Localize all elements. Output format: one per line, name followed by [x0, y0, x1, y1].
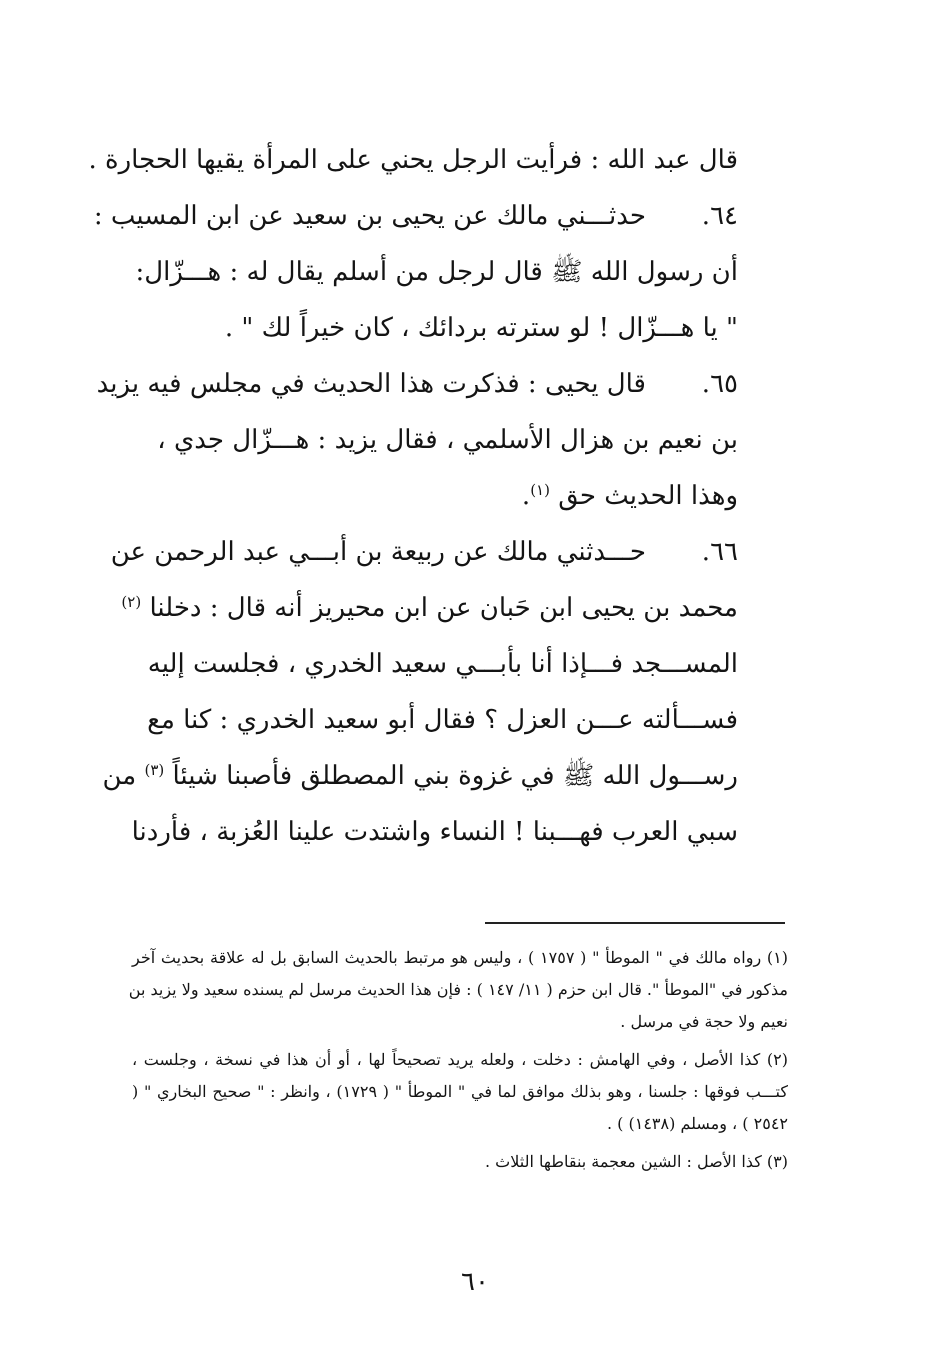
footnote-ref-3[interactable]: (٣)	[144, 761, 165, 779]
footnote-2-line-1: (٢) كذا الأصل ، وفي الهامش : دخلت ، ولعله يريد تصحيحاً لها ، أو أن هذا في نسخة ، وجلست ،	[132, 1050, 788, 1069]
footnote-ref-2[interactable]: (٢)	[121, 593, 142, 611]
hadith-65-line-3: وهذا الحديث حق $^{(١)}$.	[521, 481, 738, 511]
hadith-65-line-2: بن نعيم بن هزال الأسلمي ، فقال يزيد : هـــزّال جدي ،	[157, 425, 738, 455]
hadith-65-line-1: ٦٥.قال يحيى : فذكرت هذا الحديث في مجلس فيه يزيد	[128, 356, 738, 412]
footnote-1-line-1: (١) رواه مالك في " الموطأ " ( ١٧٥٧ ) ، وليس هو مرتبط بالحديث السابق بل له علاقة بحديث آخر	[132, 948, 789, 967]
hadith-64-line-2: أن رسول الله ﷺ قال لرجل من أسلم يقال له : هـــزّال:	[135, 257, 738, 287]
text-line: قال عبد الله : فرأيت الرجل يحني على المرأة يقيها الحجارة .	[88, 145, 738, 175]
footnote-ref-1[interactable]: (١)	[530, 481, 550, 499]
footnote-1-line-3: نعيم ولا حجة في مرسل .	[620, 1012, 788, 1031]
hadith-66-line-3: المســـجد فـــإذا أنا بأبـــي سعيد الخدري ، فجلست إليه	[147, 649, 738, 679]
hadith-66-line-5: رســـول الله ﷺ في غزوة بني المصطلق فأصبنا شيئاً $^{(٣)}$ من	[102, 761, 738, 791]
hadith-66-line-1: ٦٦.حـــدثني مالك عن ربيعة بن أبـــي عبد الرحمن عن	[128, 524, 738, 580]
hadith-66-line-4: فســـألته عـــن العزل ؟ فقال أبو سعيد الخدري : كنا مع	[147, 705, 738, 735]
footnote-1-line-2: مذكور في "الموطأ ". قال ابن حزم ( ١١/ ١٤٧ ) : فإن هذا الحديث مرسل لم يسنده سعيد ولا يزيد بن	[128, 980, 788, 999]
footnote-3-line-1: (٣) كذا الأصل : الشين معجمة بنقاطها الثلاث .	[484, 1152, 788, 1171]
hadith-64-line-1: ٦٤.حدثـــني مالك عن يحيى بن سعيد عن ابن المسيب :	[128, 188, 738, 244]
footnote-2-line-2: كتـــب فوقها : جلسنا ، وهو بذلك موافق لما في " الموطأ " ( ١٧٢٩) ، وانظر : " صحيح البخاري " (	[132, 1082, 788, 1101]
hadith-number: ٦٦.	[701, 537, 738, 567]
hadith-number: ٦٥.	[701, 369, 738, 399]
footnote-2-line-3: ٢٥٤٢ ) ، ومسلم (١٤٣٨) ) .	[606, 1114, 788, 1133]
hadith-66-line-2: محمد بن يحيى ابن حَبان عن ابن محيريز أنه قال : دخلنا $^{(٢)}$	[121, 593, 738, 623]
footnote-separator	[485, 922, 785, 924]
page-number: ٦٠	[461, 1267, 489, 1297]
hadith-66-line-6: سبي العرب فهـــبنا ! النساء واشتدت علينا العُزبة ، فأردنا	[131, 817, 738, 847]
hadith-number: ٦٤.	[701, 201, 738, 231]
hadith-64-line-3: " يا هـــزّال ! لو سترته بردائك ، كان خيراً لك " .	[224, 313, 738, 343]
